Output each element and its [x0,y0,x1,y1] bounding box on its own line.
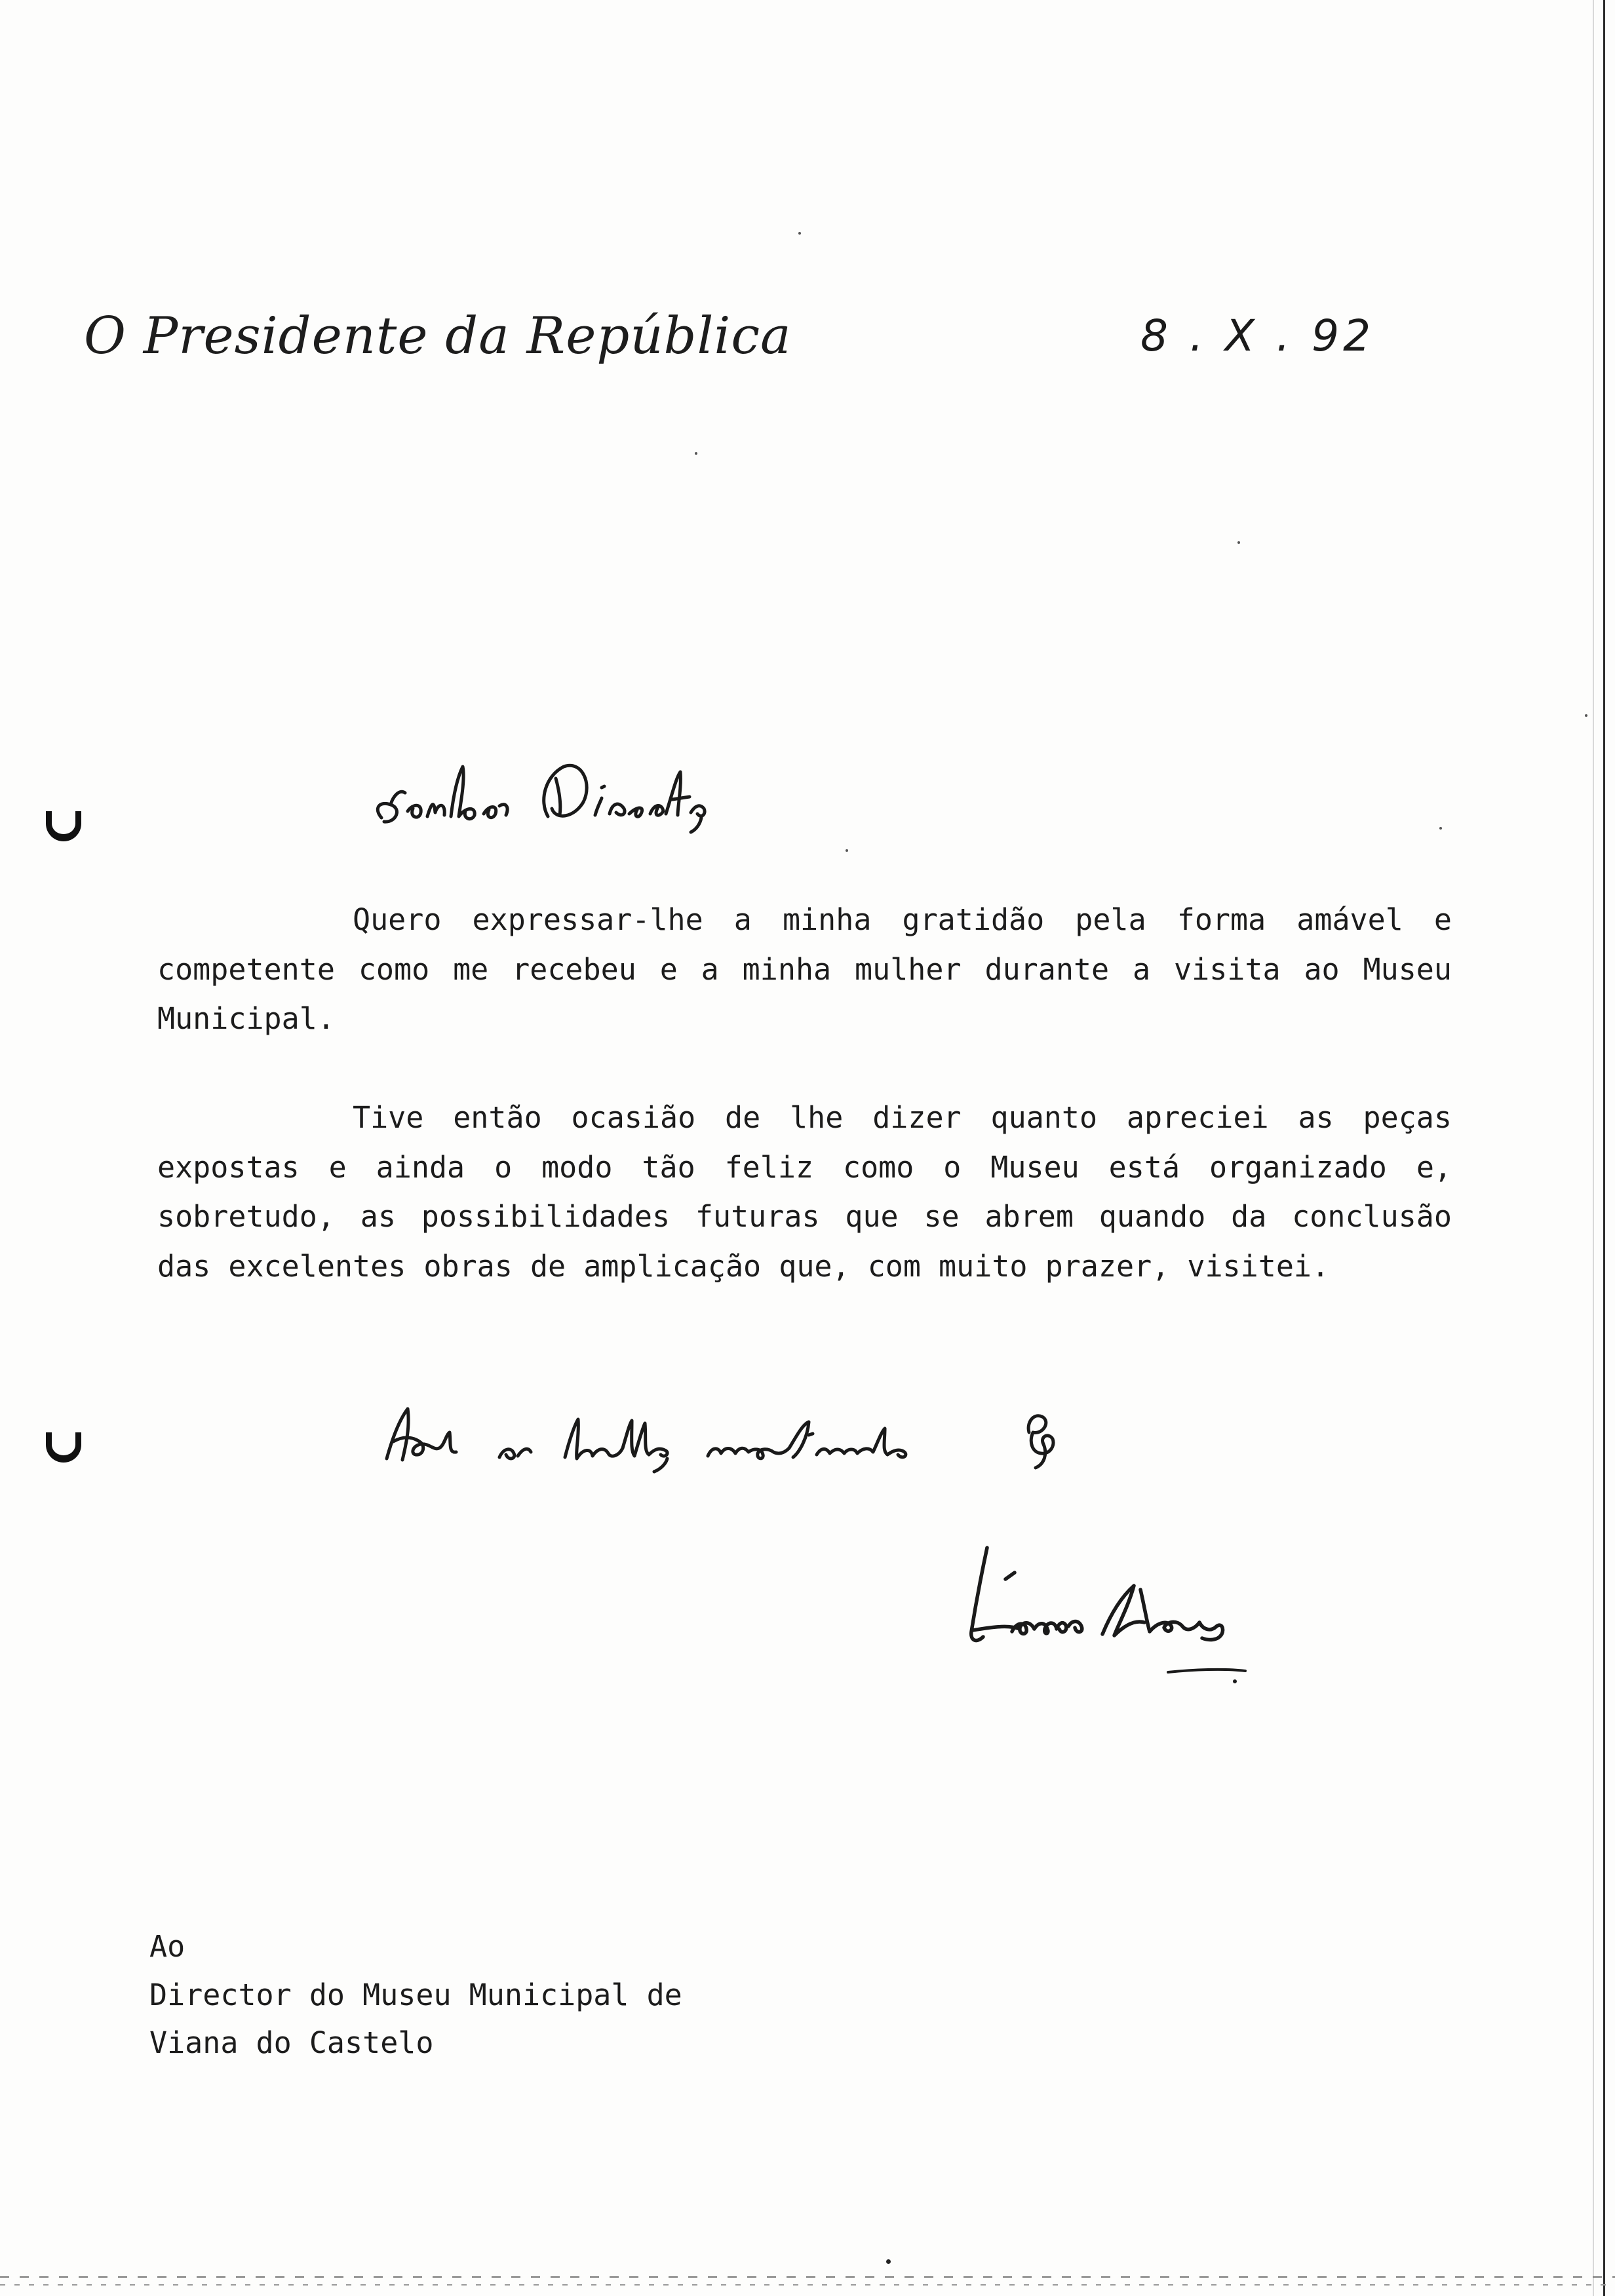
signature [957,1533,1265,1710]
scan-edge-bottom-2 [0,2284,1615,2286]
scan-speck [1585,714,1587,717]
scan-edge-right-inner [1593,0,1594,2296]
handwritten-date: 8 . X . 92 [1140,311,1375,361]
handwritten-closing [374,1396,1199,1474]
scan-edge-right [1603,0,1605,2296]
scan-speck [695,452,697,455]
body-paragraph-1: Quero expressar-lhe a minha gratidão pela forma amável e competente como me recebeu e a minha mulher durante a visita ao Museu Municipal. [157,902,1452,1036]
address-line-3: Viana do Castelo [149,2025,434,2060]
scan-speck [886,2259,891,2264]
punch-hole-mark [46,811,81,841]
scan-speck [1237,541,1240,544]
scan-speck [1439,827,1442,830]
address-line-1: Ao [149,1929,185,1964]
scan-speck [846,849,848,852]
body-paragraph-2: Tive então ocasião de lhe dizer quanto apreciei as peças expostas e ainda o modo tão feliz como o Museu está organizado e, sobretudo, as possibilidades futuras que se abrem quando da conclusão das excelentes obras de amplicação que, com muito prazer, visitei. [157,1100,1452,1284]
punch-hole-mark [46,1432,81,1463]
letterhead: O Presidente da República [84,307,792,366]
handwritten-salutation [367,740,721,839]
address-line-2: Director do Museu Municipal de [149,1977,682,2012]
scan-edge-bottom [0,2276,1615,2278]
scan-speck [798,232,801,235]
recipient-address [149,1923,682,2067]
